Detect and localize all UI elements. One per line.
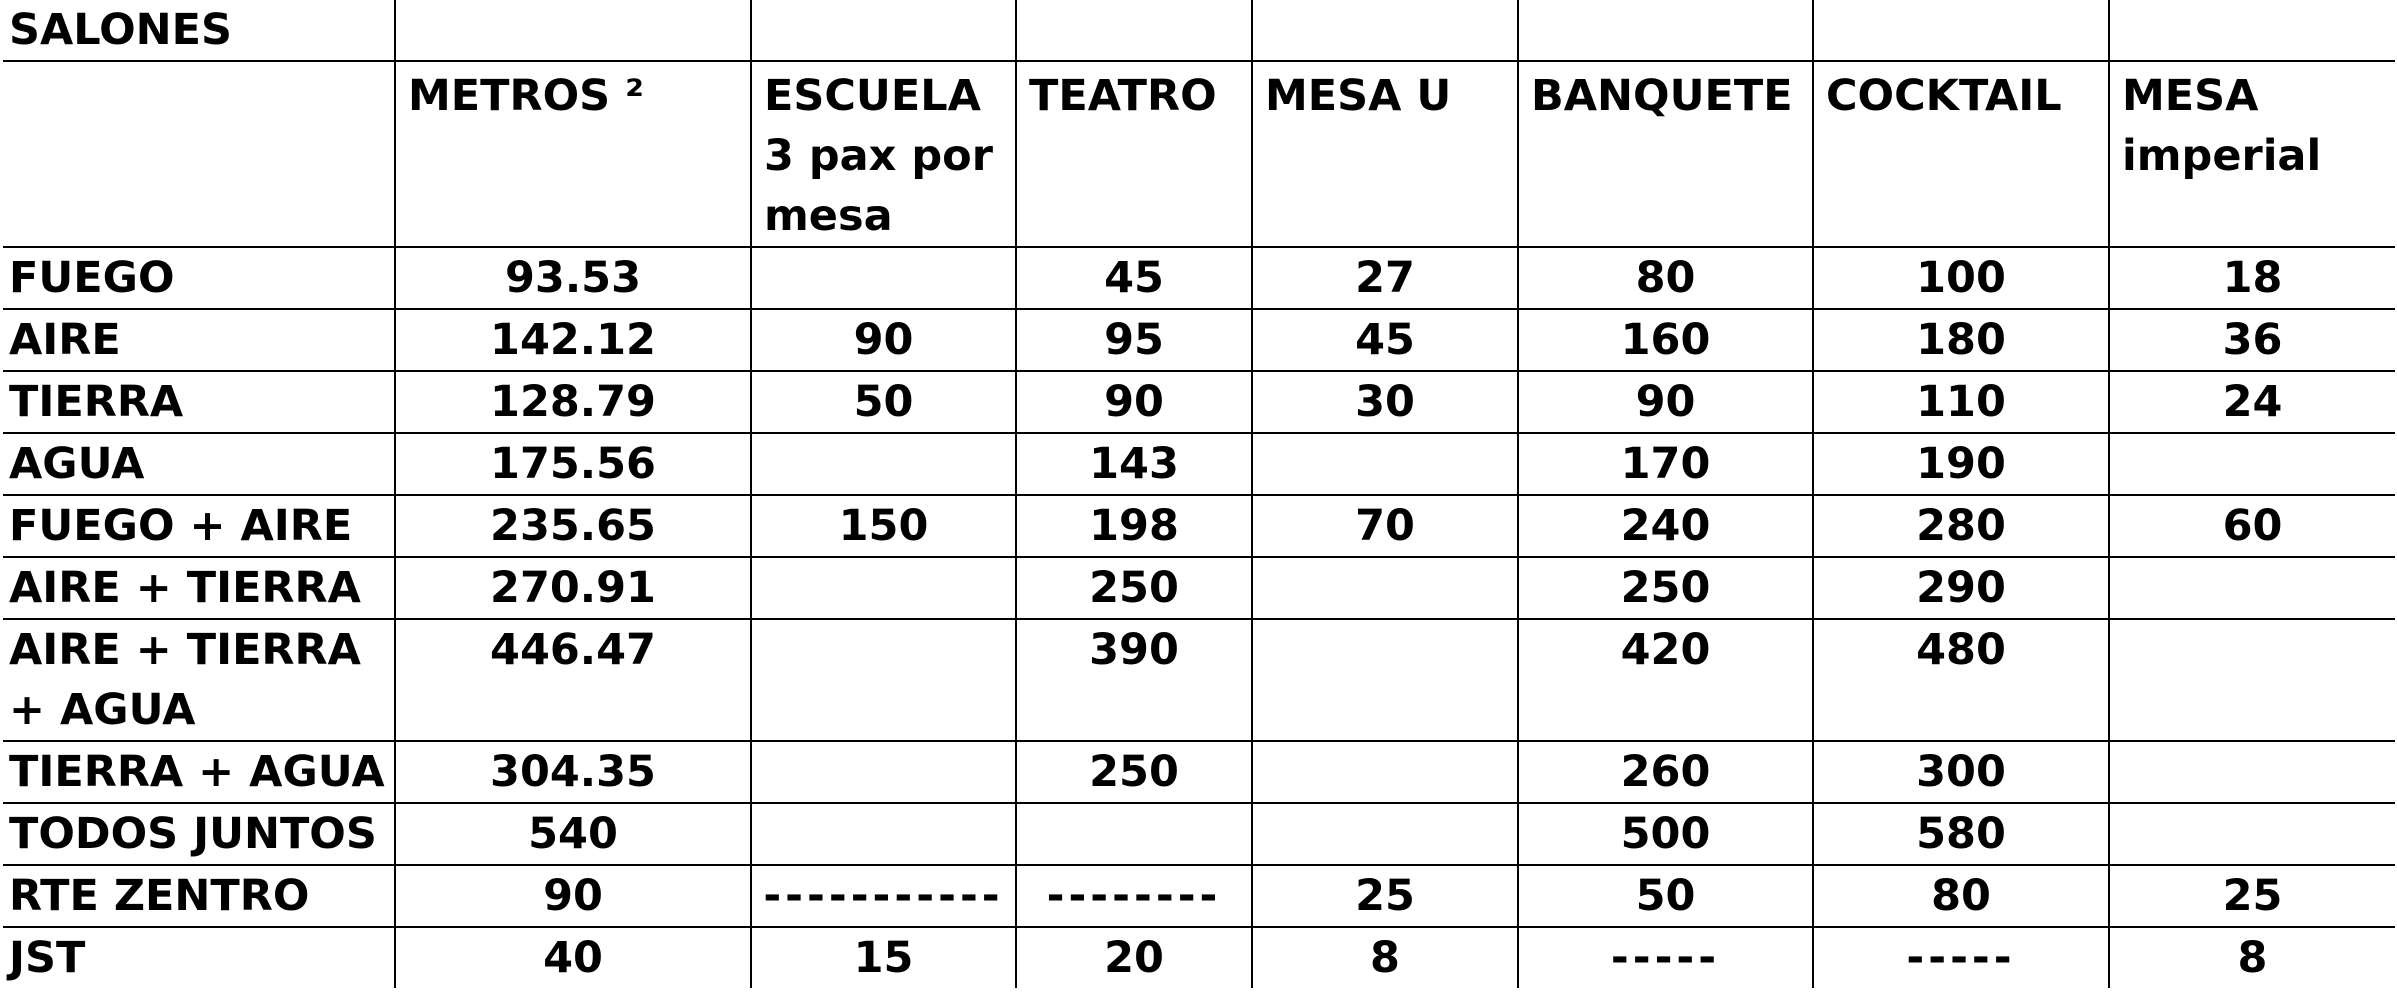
cell-teatro: 198 xyxy=(1016,495,1252,557)
cell-mesa-u: 27 xyxy=(1252,247,1518,309)
cell-mesa-u: 8 xyxy=(1252,927,1518,988)
cell-teatro: 20 xyxy=(1016,927,1252,988)
cell-banquete: 250 xyxy=(1518,557,1813,619)
cell-escuela: 90 xyxy=(751,309,1016,371)
cell-teatro: 95 xyxy=(1016,309,1252,371)
cell-escuela xyxy=(751,619,1016,741)
cell-metros: 270.91 xyxy=(395,557,751,619)
table-row xyxy=(3,433,2395,495)
table-row xyxy=(3,495,2395,557)
row-name-cell: AIRE + TIERRA + AGUA xyxy=(3,619,395,741)
cell-teatro xyxy=(1016,803,1252,865)
cell-cocktail: 110 xyxy=(1813,371,2109,433)
cell-teatro: 390 xyxy=(1016,619,1252,741)
cell-metros: 90 xyxy=(395,865,751,927)
table-row xyxy=(3,741,2395,803)
cell-mesa-imperial xyxy=(2109,433,2395,495)
header-metros: METROS ² xyxy=(395,61,751,247)
cell-banquete: 160 xyxy=(1518,309,1813,371)
cell-mesa-u: 30 xyxy=(1252,371,1518,433)
cell-mesa-u: 70 xyxy=(1252,495,1518,557)
cell-banquete: 50 xyxy=(1518,865,1813,927)
row-name-cell: TIERRA xyxy=(3,371,395,433)
cell-mesa-imperial: 24 xyxy=(2109,371,2395,433)
cell-metros: 128.79 xyxy=(395,371,751,433)
title-row xyxy=(3,0,2395,61)
cell-cocktail: ----- xyxy=(1813,927,2109,988)
cell-metros: 175.56 xyxy=(395,433,751,495)
row-name-cell: JST xyxy=(3,927,395,988)
header-mesa-imperial: MESA imperial xyxy=(2109,61,2395,247)
header-corner-cell xyxy=(3,61,395,247)
cell-mesa-u: 45 xyxy=(1252,309,1518,371)
header-row xyxy=(3,61,2395,247)
cell-mesa-imperial xyxy=(2109,803,2395,865)
title-row-blank-cell xyxy=(395,0,751,61)
cell-mesa-u: 25 xyxy=(1252,865,1518,927)
cell-metros: 540 xyxy=(395,803,751,865)
cell-teatro: 143 xyxy=(1016,433,1252,495)
table-row xyxy=(3,371,2395,433)
cell-teatro: 45 xyxy=(1016,247,1252,309)
cell-mesa-imperial: 25 xyxy=(2109,865,2395,927)
cell-metros: 40 xyxy=(395,927,751,988)
title-row-blank-cell xyxy=(2109,0,2395,61)
row-name-cell: TIERRA + AGUA xyxy=(3,741,395,803)
cell-cocktail: 300 xyxy=(1813,741,2109,803)
header-teatro: TEATRO xyxy=(1016,61,1252,247)
cell-mesa-imperial: 60 xyxy=(2109,495,2395,557)
salones-table xyxy=(3,0,2395,988)
cell-cocktail: 580 xyxy=(1813,803,2109,865)
cell-escuela: 150 xyxy=(751,495,1016,557)
cell-banquete: 170 xyxy=(1518,433,1813,495)
title-row-blank-cell xyxy=(1518,0,1813,61)
cell-metros: 446.47 xyxy=(395,619,751,741)
title-row-blank-cell xyxy=(1252,0,1518,61)
cell-banquete: 80 xyxy=(1518,247,1813,309)
cell-cocktail: 190 xyxy=(1813,433,2109,495)
row-name-cell: FUEGO + AIRE xyxy=(3,495,395,557)
cell-banquete: 420 xyxy=(1518,619,1813,741)
row-name-cell: AGUA xyxy=(3,433,395,495)
table-row xyxy=(3,247,2395,309)
table-row xyxy=(3,865,2395,927)
cell-teatro: 250 xyxy=(1016,741,1252,803)
cell-banquete: 90 xyxy=(1518,371,1813,433)
header-banquete: BANQUETE xyxy=(1518,61,1813,247)
cell-metros: 304.35 xyxy=(395,741,751,803)
header-mesa-u: MESA U xyxy=(1252,61,1518,247)
table-body xyxy=(3,247,2395,988)
cell-cocktail: 280 xyxy=(1813,495,2109,557)
cell-metros: 235.65 xyxy=(395,495,751,557)
cell-teatro: 250 xyxy=(1016,557,1252,619)
table-title: SALONES xyxy=(3,0,395,61)
cell-escuela: 50 xyxy=(751,371,1016,433)
cell-mesa-u xyxy=(1252,433,1518,495)
cell-banquete: 240 xyxy=(1518,495,1813,557)
cell-escuela xyxy=(751,803,1016,865)
cell-mesa-u xyxy=(1252,619,1518,741)
cell-metros: 142.12 xyxy=(395,309,751,371)
cell-mesa-u xyxy=(1252,557,1518,619)
cell-mesa-imperial xyxy=(2109,557,2395,619)
cell-banquete: ----- xyxy=(1518,927,1813,988)
cell-mesa-imperial: 36 xyxy=(2109,309,2395,371)
cell-escuela xyxy=(751,557,1016,619)
cell-escuela xyxy=(751,247,1016,309)
table-row xyxy=(3,803,2395,865)
cell-mesa-imperial xyxy=(2109,741,2395,803)
table-row xyxy=(3,309,2395,371)
table-row xyxy=(3,619,2395,741)
cell-teatro: 90 xyxy=(1016,371,1252,433)
title-row-blank-cell xyxy=(1813,0,2109,61)
header-escuela: ESCUELA 3 pax por mesa xyxy=(751,61,1016,247)
cell-escuela: 15 xyxy=(751,927,1016,988)
cell-cocktail: 290 xyxy=(1813,557,2109,619)
header-cocktail: COCKTAIL xyxy=(1813,61,2109,247)
cell-cocktail: 180 xyxy=(1813,309,2109,371)
cell-mesa-imperial: 8 xyxy=(2109,927,2395,988)
cell-escuela xyxy=(751,741,1016,803)
cell-mesa-u xyxy=(1252,803,1518,865)
cell-mesa-u xyxy=(1252,741,1518,803)
cell-cocktail: 80 xyxy=(1813,865,2109,927)
title-row-blank-cell xyxy=(751,0,1016,61)
cell-banquete: 260 xyxy=(1518,741,1813,803)
cell-metros: 93.53 xyxy=(395,247,751,309)
cell-banquete: 500 xyxy=(1518,803,1813,865)
cell-escuela xyxy=(751,433,1016,495)
title-row-blank-cell xyxy=(1016,0,1252,61)
table-row xyxy=(3,557,2395,619)
cell-mesa-imperial: 18 xyxy=(2109,247,2395,309)
cell-teatro: -------- xyxy=(1016,865,1252,927)
cell-cocktail: 480 xyxy=(1813,619,2109,741)
row-name-cell: AIRE xyxy=(3,309,395,371)
row-name-cell: TODOS JUNTOS xyxy=(3,803,395,865)
row-name-cell: AIRE + TIERRA xyxy=(3,557,395,619)
cell-escuela: ----------- xyxy=(751,865,1016,927)
cell-mesa-imperial xyxy=(2109,619,2395,741)
table-row xyxy=(3,927,2395,988)
row-name-cell: FUEGO xyxy=(3,247,395,309)
row-name-cell: RTE ZENTRO xyxy=(3,865,395,927)
cell-cocktail: 100 xyxy=(1813,247,2109,309)
